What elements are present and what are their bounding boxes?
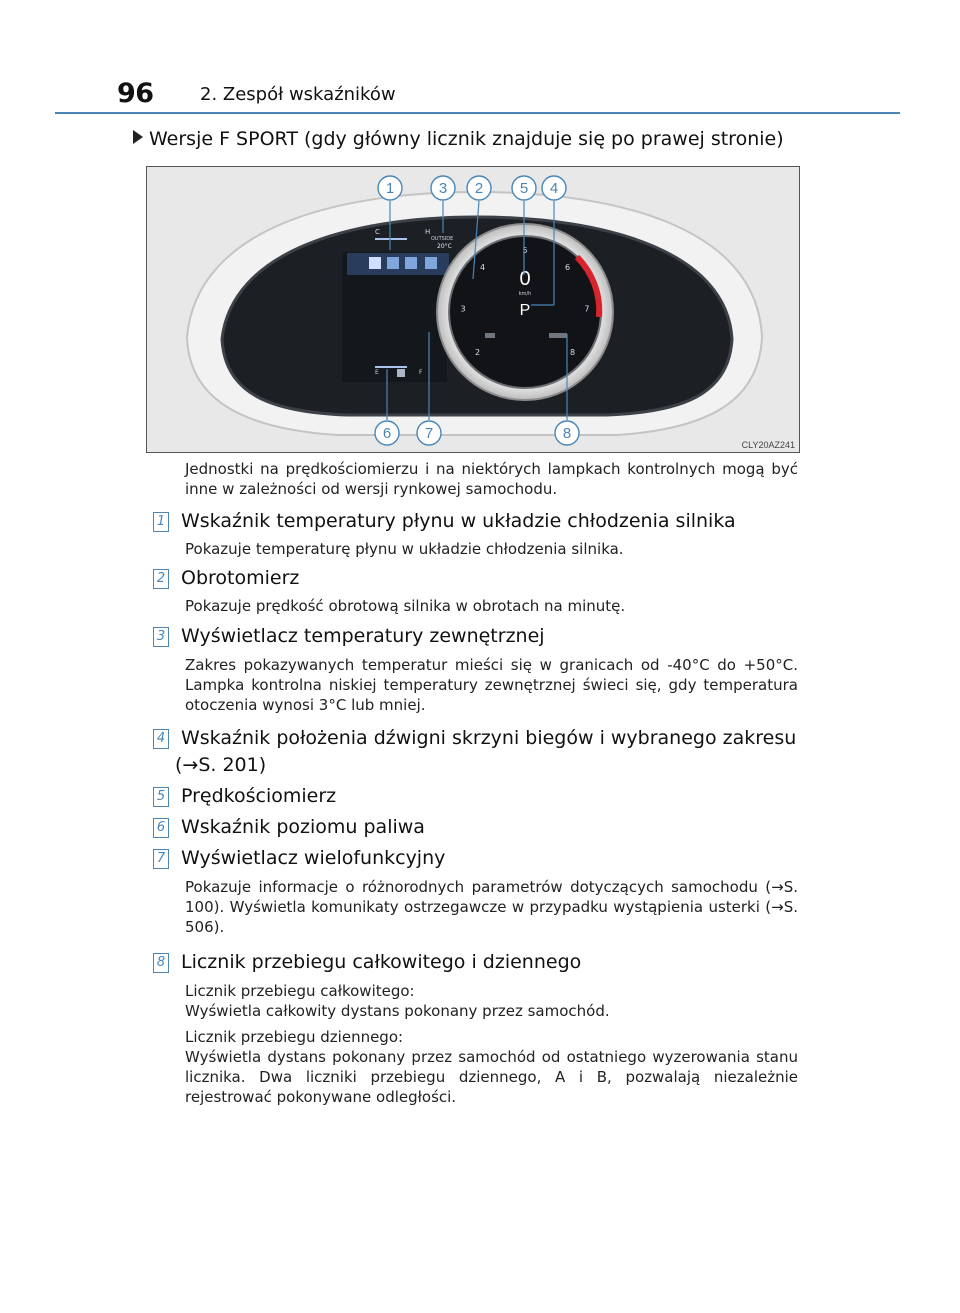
item-title: Obrotomierz [181,567,300,589]
gear-indicator: P [519,302,531,319]
section-title: 2. Zespół wskaźników [200,84,396,105]
item-number-badge: 2 [153,569,169,589]
item-description: Zakres pokazywanych temperatur mieści się w granicach od -40°C do +50°C. Lampka kontrolna niskiej temperatury zewnętrznej świeci się, gdy temperatura otoczenia wynosi 3°C lub mniej. [185,656,798,714]
item-number-badge: 4 [153,729,169,749]
page-header [55,78,900,114]
rpm-tick-label: 2 [474,347,481,357]
item-title: Wskaźnik położenia dźwigni skrzyni biegów i wybranego zakresu [181,727,797,749]
callout-number-4: 4 [549,180,559,197]
temp-h-mark: H [425,228,431,236]
item-description: Pokazuje temperaturę płynu w układzie chłodzenia silnika. [185,540,624,558]
item-title: Licznik przebiegu całkowitego i dziennego [181,951,582,973]
item-title: Wskaźnik temperatury płynu w układzie chłodzenia silnika [181,510,736,532]
variant-label: Wersje F SPORT (gdy główny licznik znajduje się po prawej stronie) [149,128,784,150]
temp-c-mark: C [375,228,380,236]
fuel-pump-icon [397,369,405,377]
figure-code: CLY20AZ241 [741,440,795,450]
speed-readout: 0 [519,268,531,290]
variant-heading [133,128,784,150]
outside-temp: 20°C [437,243,452,250]
item-description: Pokazuje prędkość obrotową silnika w obrotach na minutę. [185,597,626,615]
item-title: Wskaźnik poziomu paliwa [181,816,425,838]
units-note: Jednostki na prędkościomierzu i na niektórych lampkach kontrolnych mogą być inne w zależności od wersji rynkowej samochodu. [185,460,798,498]
callout-number-3: 3 [438,180,448,197]
item-description: Licznik przebiegu całkowitego: [185,982,415,1000]
instrument-cluster-figure [146,166,800,453]
item-title: Prędkościomierz [181,785,337,807]
callout-number-7: 7 [424,425,434,442]
callout-number-8: 8 [562,425,572,442]
item-number-badge: 3 [153,627,169,647]
rpm-tick-label: 5 [522,246,528,255]
cluster-illustration [147,167,799,452]
item-number-badge: 5 [153,787,169,807]
outside-label: OUTSIDE [431,236,454,242]
rpm-tick-label: 3 [460,304,466,314]
item-number-badge: 1 [153,512,169,532]
item-description: Licznik przebiegu dziennego: [185,1028,404,1046]
item-title: Wyświetlacz temperatury zewnętrznej [181,625,545,647]
item-number-badge: 7 [153,849,169,869]
item-description: Wyświetla całkowity dystans pokonany przez samochód. [185,1002,610,1020]
rpm-tick-label: 8 [569,347,576,357]
rpm-tick-label: 4 [479,262,486,272]
item-title: Wyświetlacz wielofunkcyjny [181,847,446,869]
fuel-f-mark: F [419,369,423,376]
triangle-bullet-icon [133,130,143,144]
callout-number-2: 2 [474,180,484,197]
fuel-e-mark: E [375,369,379,376]
item-description: Pokazuje informacje o różnorodnych parametrów dotyczących samochodu (→S. 100). Wyświetla komunikaty ostrzegawcze w przypadku wystąpienia usterki (→S. 506). [185,878,798,936]
callout-number-5: 5 [519,180,529,197]
page-number: 96 [117,78,154,109]
item-description: Wyświetla dystans pokonany przez samochód od ostatniego wyzerowania stanu licznika. Dwa liczniki przebiegu dziennego, A i B, pozwalają niezależnie rejestrować pokonywane odległości. [185,1048,798,1106]
page-reference: (→S. 201) [175,754,267,776]
rpm-tick-label: 6 [564,262,571,272]
callout-number-1: 1 [385,180,395,197]
item-number-badge: 8 [153,953,169,973]
rpm-tick-label: 7 [584,304,590,314]
callout-number-6: 6 [382,425,392,442]
item-number-badge: 6 [153,818,169,838]
speed-unit: km/h [518,291,532,297]
